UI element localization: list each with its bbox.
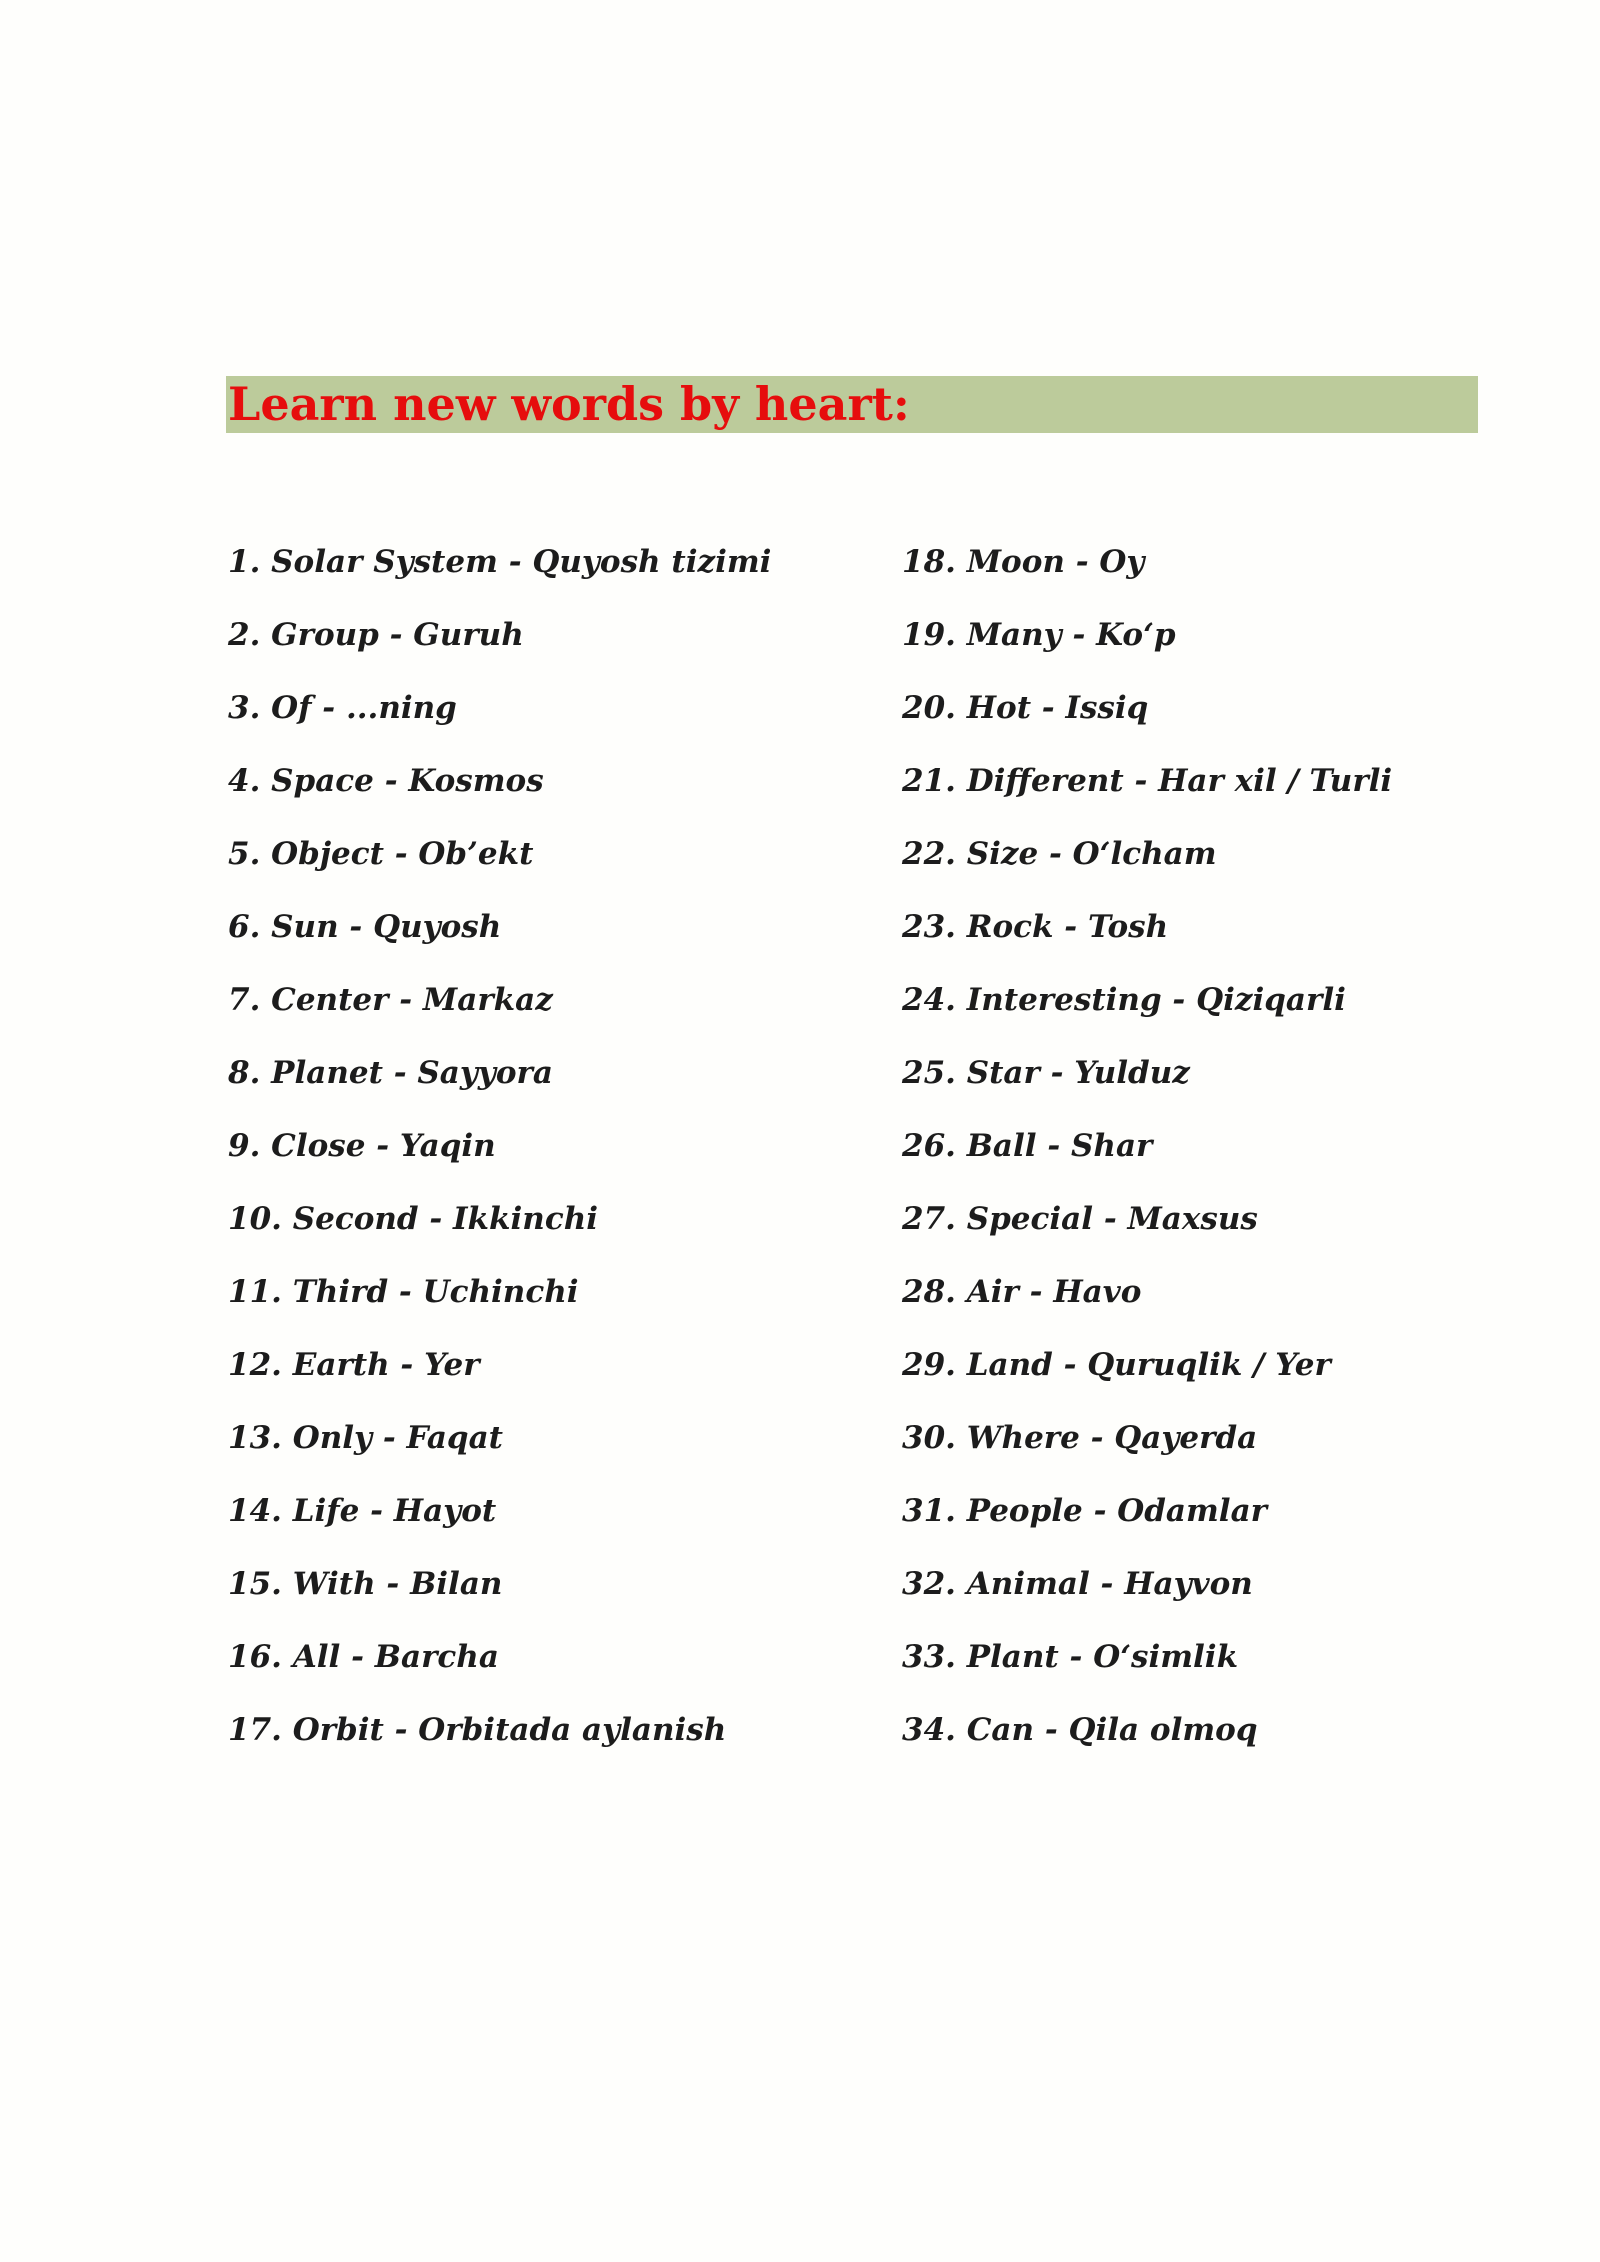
vocabulary-item: 14. Life - Hayot (228, 1493, 497, 1529)
page-heading: Learn new words by heart: (228, 377, 910, 431)
vocabulary-item: 25. Star - Yulduz (902, 1055, 1190, 1091)
vocabulary-item: 20. Hot - Issiq (902, 690, 1149, 726)
vocabulary-item: 17. Orbit - Orbitada aylanish (228, 1712, 727, 1748)
vocabulary-item: 12. Earth - Yer (228, 1347, 480, 1383)
vocabulary-item: 16. All - Barcha (228, 1639, 499, 1675)
vocabulary-item: 3. Of - ...ning (228, 690, 457, 726)
vocabulary-item: 19. Many - Koʻp (902, 617, 1176, 653)
vocabulary-item: 5. Object - Ob’ekt (228, 836, 534, 872)
vocabulary-list-right (902, 536, 1392, 1777)
vocabulary-item: 28. Air - Havo (902, 1274, 1142, 1310)
vocabulary-item: 6. Sun - Quyosh (228, 909, 502, 945)
vocabulary-item: 23. Rock - Tosh (902, 909, 1169, 945)
vocabulary-item: 13. Only - Faqat (228, 1420, 503, 1456)
vocabulary-item: 27. Special - Maxsus (902, 1201, 1258, 1237)
vocabulary-item: 29. Land - Quruqlik / Yer (902, 1347, 1331, 1383)
vocabulary-item: 7. Center - Markaz (228, 982, 553, 1018)
vocabulary-item: 4. Space - Kosmos (228, 763, 544, 799)
vocabulary-item: 26. Ball - Shar (902, 1128, 1153, 1164)
vocabulary-item: 2. Group - Guruh (228, 617, 524, 653)
vocabulary-item: 24. Interesting - Qiziqarli (902, 982, 1346, 1018)
vocabulary-item: 31. People - Odamlar (902, 1493, 1267, 1529)
vocabulary-item: 1. Solar System - Quyosh tizimi (228, 544, 772, 580)
vocabulary-item: 11. Third - Uchinchi (228, 1274, 579, 1310)
vocabulary-item: 34. Can - Qila olmoq (902, 1712, 1258, 1748)
vocabulary-item: 22. Size - Oʻlcham (902, 836, 1217, 872)
vocabulary-item: 18. Moon - Oy (902, 544, 1145, 580)
vocabulary-item: 15. With - Bilan (228, 1566, 503, 1602)
vocabulary-item: 21. Different - Har xil / Turli (902, 763, 1393, 799)
vocabulary-item: 33. Plant - Oʻsimlik (902, 1639, 1239, 1675)
vocabulary-item: 9. Close - Yaqin (228, 1128, 496, 1164)
vocabulary-list-left (228, 536, 771, 1777)
vocabulary-item: 10. Second - Ikkinchi (228, 1201, 599, 1237)
vocabulary-item: 8. Planet - Sayyora (228, 1055, 553, 1091)
vocabulary-item: 30. Where - Qayerda (902, 1420, 1258, 1456)
vocabulary-item: 32. Animal - Hayvon (902, 1566, 1253, 1602)
